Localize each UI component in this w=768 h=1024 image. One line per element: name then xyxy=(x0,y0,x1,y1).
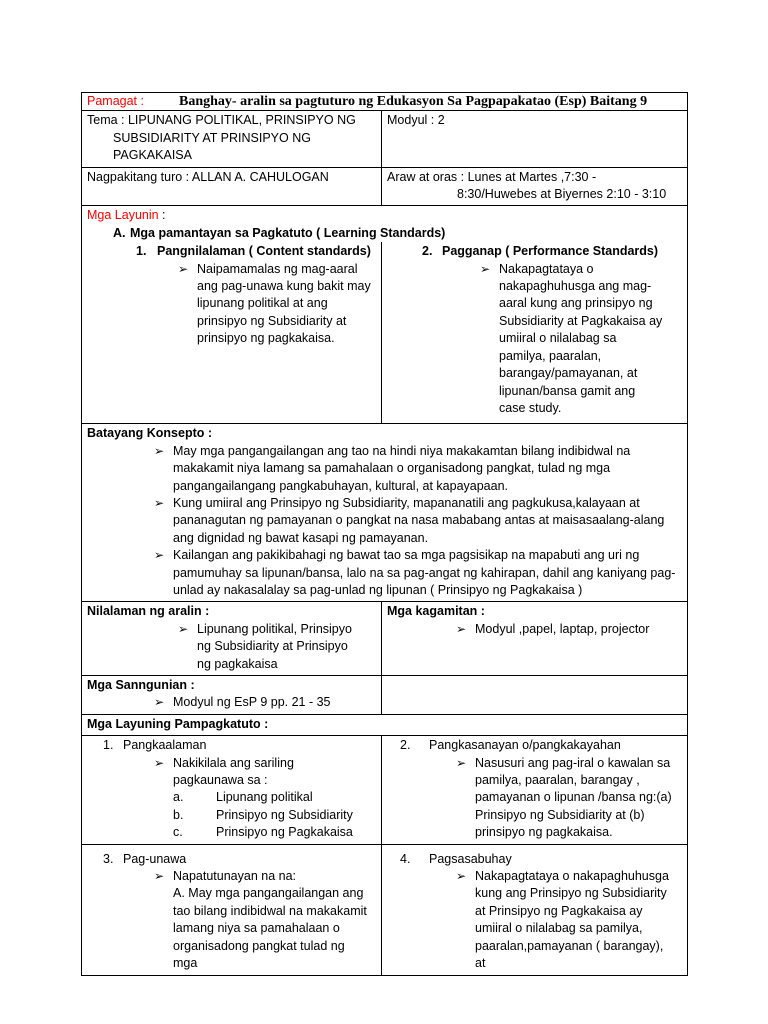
pampagkatuto-row xyxy=(82,714,688,735)
standards-row xyxy=(82,242,688,424)
sanggunian-item: ➢ Modyul ng EsP 9 pp. 21 - 35 xyxy=(173,694,376,711)
content-standards-cell: 1. Pangnilalaman ( Content standards) ➢ Naipamamalas ng mag-aaral ang pag-unawa kung bakit may lipunang politikal at ang prinsipyo ng Subsidiarity at prinsipyo ng pagkakaisa. xyxy=(82,242,382,424)
pamagat-row xyxy=(82,93,688,111)
pagunawa-cell: 3. Pag-unawa ➢ Napatutunayan na na: A. May mga pangangailangan ang tao bilang indibidwal na makakamit lamang niya sa pamahalaan o organisadong pangkat tulad ng mga xyxy=(82,844,382,975)
lesson-plan-document xyxy=(81,92,687,976)
kagamitan-item: ➢ Modyul ,papel, laptap, projector xyxy=(475,621,682,638)
pampagkatuto-label: Mga Layuning Pampagkatuto : xyxy=(82,714,688,735)
batayang-item: ➢ Kailangan ang pakikibahagi ng bawat tao sa mga pagsisikap na mapabuti ang uri ng pamumuhay sa lipunan/bansa, lalo na sa pag-angat ng kahirapan, dahil ang kaniyang pag-unlad ay nakasalalay sa pag-unlad ng lipunan ( Prinsipyo ng Pagkakaisa ) xyxy=(173,547,682,599)
pangkasanayan-cell: 2. Pangkasanayan o/pangkakayahan ➢ Nasusuri ang pag-iral o kawalan sa pamilya, paaralan, barangay , pamayanan o lipunan /bansa ng:(a) Prinsipyo ng Subsidiarity at (b) prinsipyo ng pagkakaisa. xyxy=(382,736,688,844)
pamagat-label: Pamagat : xyxy=(87,94,144,108)
batayang-label: Batayang Konsepto : xyxy=(87,426,213,441)
nagpakitang-cell: Nagpakitang turo : ALLAN A. CAHULOGAN xyxy=(82,167,382,206)
tema-line1: Tema : LIPUNANG POLITIKAL, PRINSIPYO NG xyxy=(87,113,356,128)
araw-line2: 8:30/Huwebes at Biyernes 2:10 - 3:10 xyxy=(457,187,667,202)
pangkaalaman-text: ➢ Nakikilala ang sariling pagkaunawa sa : xyxy=(173,755,346,790)
sanggunian-label: Mga Sanngunian : xyxy=(87,678,195,692)
pagsasabuhay-title: Pagsasabuhay xyxy=(429,851,512,866)
sanggunian-row xyxy=(82,676,688,715)
batayang-item: ➢ May mga pangangailangan ang tao na hindi niya makakamtan bilang indibidwal na makakamit niya lamang sa pamahalaan o organisadong pangkat, tulad ng mga pangangailangang pangkabuhayan, kultural, at kapayapaan. xyxy=(173,443,682,495)
kagamitan-label: Mga kagamitan : xyxy=(387,604,485,619)
batayang-list xyxy=(87,443,682,600)
tema-row xyxy=(82,111,688,167)
modyul-cell: Modyul : 2 xyxy=(382,111,688,167)
nilalaman-row xyxy=(82,602,688,676)
pagunawa-row xyxy=(82,844,688,975)
performance-standards-title: Pagganap ( Performance Standards) xyxy=(442,244,659,259)
learning-standards-heading: A. Mga pamantayan sa Pagkatuto ( Learning Standards) xyxy=(113,225,446,240)
pagsasabuhay-text: ➢ Nakapagtataya o nakapaghuhusga kung ang Prinsipyo ng Subsidiarity at Prinsipyo ng Pagkakaisa ay umiiral o nilalabag sa pamilya, paaralan,pamayanan ( barangay), at xyxy=(475,868,676,972)
nilalaman-item: ➢ Lipunang politikal, Prinsipyo ng Subsidiarity at Prinsipyo ng pagkakaisa xyxy=(197,621,360,673)
pangkaalaman-row xyxy=(82,736,688,844)
pagunawa-sub: A. May mga pangangailangan ang tao bilang indibidwal na makakamit lamang niya sa pamahalaan o organisadong pangkat tulad ng mga xyxy=(173,886,367,971)
list-item: b. Prinsipyo ng Subsidiarity xyxy=(173,807,353,822)
pangkasanayan-title: Pangkasanayan o/pangkakayahan xyxy=(429,738,621,753)
pagunawa-text: ➢ Napatutunayan na na: xyxy=(173,868,376,885)
nagpakitang-row xyxy=(82,167,688,206)
performance-standards-cell: 2. Pagganap ( Performance Standards) ➢ Nakapagtataya o nakapaghuhusga ang mag-aaral kung ang prinsipyo ng Subsidiarity at Pagkakaisa ay umiiral o nilalabag sa pamilya, paaralan, barangay/pamayanan, at lipunan/bansa gamit ang case study. xyxy=(382,242,688,424)
layunin-label: Mga Layunin xyxy=(87,208,159,223)
pagsasabuhay-cell: 4. Pagsasabuhay ➢ Nakapagtataya o nakapaghuhusga kung ang Prinsipyo ng Subsidiarity at Prinsipyo ng Pagkakaisa ay umiiral o nilalabag sa pamilya, paaralan,pamayanan ( barangay), at xyxy=(382,844,688,975)
content-standards-text: ➢ Naipamamalas ng mag-aaral ang pag-unawa kung bakit may lipunang politikal at ang prinsipyo ng Subsidiarity at prinsipyo ng pagkakaisa. xyxy=(197,261,372,348)
layunin-row xyxy=(82,206,688,242)
tema-line2: SUBSIDIARITY AT PRINSIPYO NG PAGKAKAISA xyxy=(113,130,311,163)
pagunawa-title: Pag-unawa xyxy=(123,851,187,866)
performance-standards-text: ➢ Nakapagtataya o nakapaghuhusga ang mag-aaral kung ang prinsipyo ng Subsidiarity at Pagkakaisa ay umiiral o nilalabag sa pamilya, paaralan, barangay/pamayanan, at lipunan/bansa gamit ang case study. xyxy=(499,261,664,418)
pangkaalaman-cell: 1. Pangkaalaman ➢ Nakikilala ang sariling pagkaunawa sa : a. Lipunang politikal b. Prinsipyo ng Subsidiarity c. Prinsipyo ng Pagkakaisa xyxy=(82,736,382,844)
pangkasanayan-text: ➢ Nasusuri ang pag-iral o kawalan sa pamilya, paaralan, barangay , pamayanan o lipunan /bansa ng:(a) Prinsipyo ng Subsidiarity at (b) prinsipyo ng pagkakaisa. xyxy=(475,755,676,842)
pangkaalaman-title: Pangkaalaman xyxy=(123,738,207,753)
layunin-colon: : xyxy=(158,208,166,223)
araw-line1: Araw at oras : Lunes at Martes ,7:30 - xyxy=(387,169,597,184)
batayang-row xyxy=(82,424,688,602)
lesson-plan-table xyxy=(81,92,688,976)
batayang-item: ➢ Kung umiiral ang Prinsipyo ng Subsidiarity, mapananatili ang pagkukusa,kalayaan at pananagutan ng pamayanan o pangkat na nasa mababang antas at maisasaalang-alang ang dignidad ng bawat kasapi ng pamayanan. xyxy=(173,495,682,547)
list-item: c. Prinsipyo ng Pagkakaisa xyxy=(173,825,353,840)
list-item: a. Lipunang politikal xyxy=(173,790,313,805)
pangkaalaman-sublist xyxy=(87,789,376,841)
nilalaman-label: Nilalaman ng aralin : xyxy=(87,604,210,619)
pamagat-value: Banghay- aralin sa pagtuturo ng Edukasyon Sa Pagpapakatao (Esp) Baitang 9 xyxy=(179,94,648,109)
content-standards-title: Pangnilalaman ( Content standards) xyxy=(157,244,371,259)
